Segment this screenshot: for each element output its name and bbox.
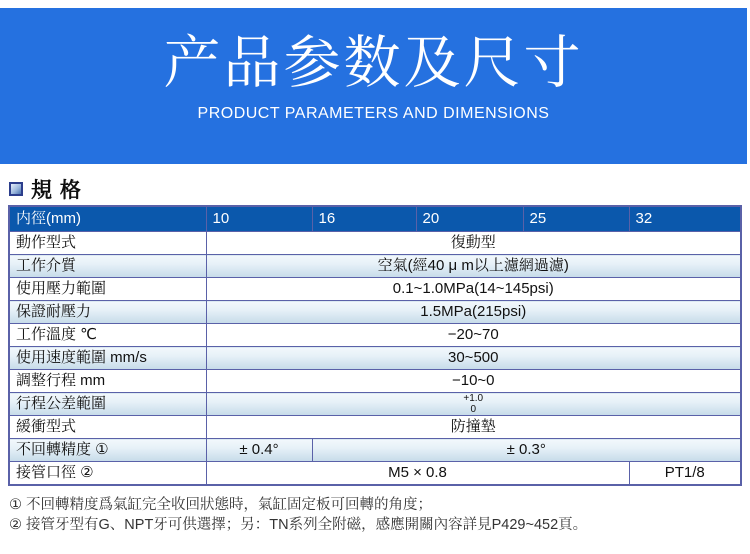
banner <box>0 8 747 164</box>
row-label: 接管口徑 ② <box>9 462 206 486</box>
table-row-adjust-stroke <box>9 370 741 393</box>
banner-subtitle: PRODUCT PARAMETERS AND DIMENSIONS <box>197 104 550 122</box>
banner-title: 产品参数及尺寸 <box>163 31 584 95</box>
row-value <box>206 393 741 416</box>
section-title: 規 格 <box>31 179 82 202</box>
header-cell-size-25: 25 <box>523 206 629 232</box>
tolerance-lower: 0 <box>470 404 477 415</box>
table-row-pressure-range <box>9 278 741 301</box>
row-value: 防撞墊 <box>206 416 741 439</box>
section-header <box>9 177 750 201</box>
table-row-proof-pressure <box>9 301 741 324</box>
row-value: 復動型 <box>206 232 741 255</box>
table-row-stroke-tolerance <box>9 393 741 416</box>
header-cell-size-10: 10 <box>206 206 312 232</box>
table-row-action-type <box>9 232 741 255</box>
header-cell-size-16: 16 <box>312 206 416 232</box>
row-value: 空氣(經40 μ m以上濾網過濾) <box>206 255 741 278</box>
table-row-cushion-type <box>9 416 741 439</box>
row-value: −20~70 <box>206 324 741 347</box>
row-value-size16-32: ± 0.3° <box>312 439 741 462</box>
row-value-size32: PT1/8 <box>629 462 741 486</box>
footnotes <box>9 495 750 536</box>
footnote-1: ① 不回轉精度爲氣缸完全收回狀態時，氣缸固定板可回轉的角度； <box>9 497 433 513</box>
row-label: 緩衝型式 <box>9 416 206 439</box>
table-row-working-medium <box>9 255 741 278</box>
row-label: 動作型式 <box>9 232 206 255</box>
row-value: 0.1~1.0MPa(14~145psi) <box>206 278 741 301</box>
row-label: 調整行程 mm <box>9 370 206 393</box>
row-label: 工作介質 <box>9 255 206 278</box>
tolerance-upper: +1.0 <box>463 393 484 404</box>
row-label: 使用速度範圍 mm/s <box>9 347 206 370</box>
header-cell-size-20: 20 <box>416 206 523 232</box>
table-row-port-size <box>9 462 741 486</box>
row-value: 1.5MPa(215psi) <box>206 301 741 324</box>
header-cell-bore-label: 内徑(mm) <box>9 206 206 232</box>
row-label: 不回轉精度 ① <box>9 439 206 462</box>
row-value-size10: ± 0.4° <box>206 439 312 462</box>
spec-table <box>8 205 742 486</box>
table-header-row <box>9 206 741 232</box>
row-label: 使用壓力範圍 <box>9 278 206 301</box>
section-bullet-icon <box>9 182 23 196</box>
row-label: 行程公差範圍 <box>9 393 206 416</box>
row-value: −10~0 <box>206 370 741 393</box>
row-label: 保證耐壓力 <box>9 301 206 324</box>
footnote-2: ② 接管牙型有G、NPT牙可供選擇；另：TN系列全附磁，感應開關內容詳見P429~452頁。 <box>9 517 588 534</box>
table-row-non-rotating-accuracy <box>9 439 741 462</box>
table-row-speed-range <box>9 347 741 370</box>
row-value: 30~500 <box>206 347 741 370</box>
table-row-temperature <box>9 324 741 347</box>
tolerance-stack <box>463 393 483 415</box>
header-cell-size-32: 32 <box>629 206 741 232</box>
row-label: 工作溫度 ℃ <box>9 324 206 347</box>
row-value-size10-25: M5 × 0.8 <box>206 462 629 486</box>
